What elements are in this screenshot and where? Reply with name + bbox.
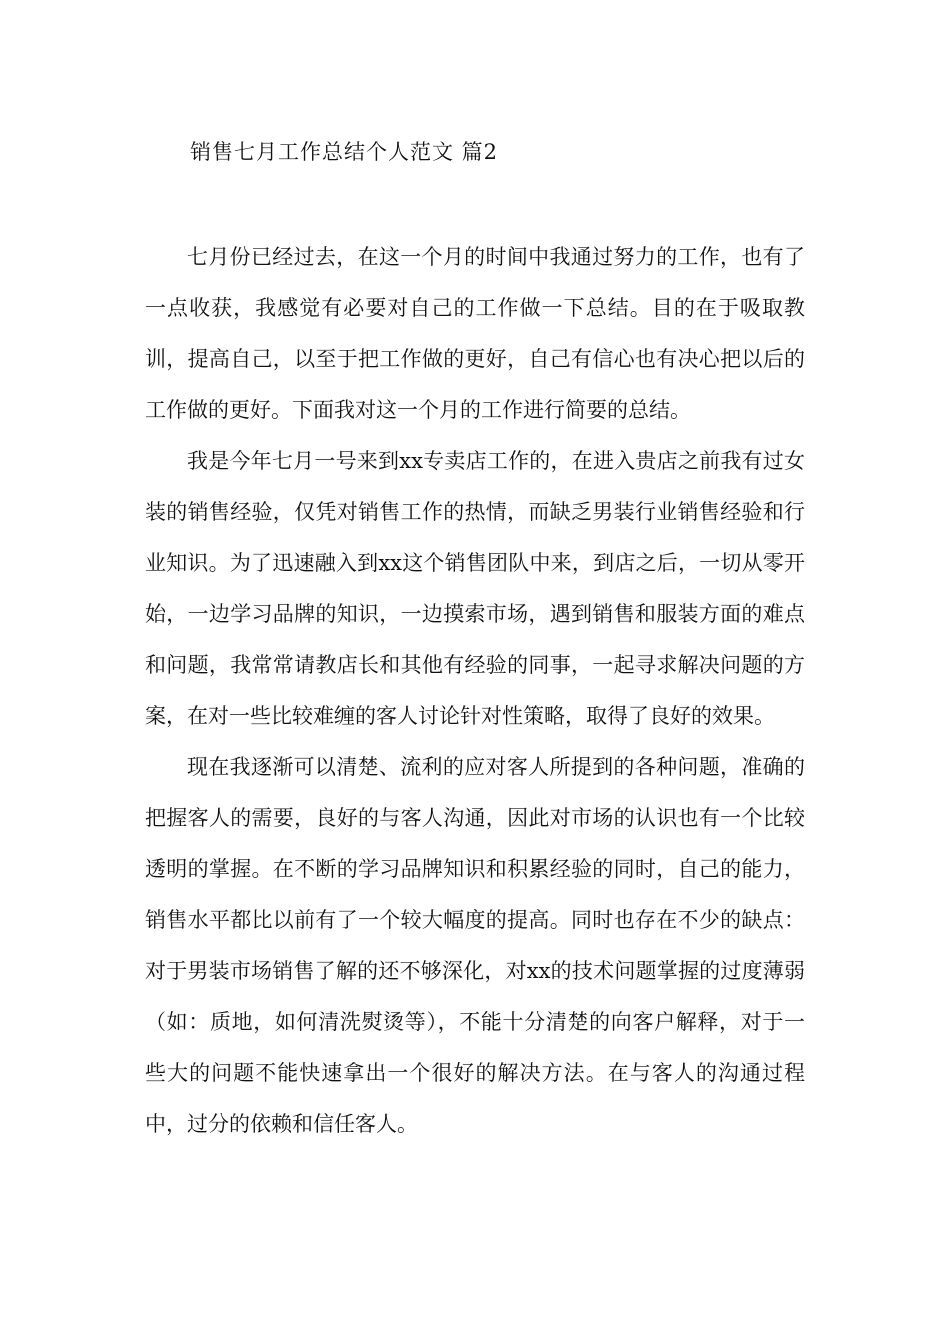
paragraph-2: 我是今年七月一号来到xx专卖店工作的，在进入贵店之前我有过女装的销售经验，仅凭对销售工作的热情，而缺乏男装行业销售经验和行业知识。为了迅速融入到xx这个销售团队中来，到店之后，一切从零开始，一边学习品牌的知识，一边摸索市场，遇到销售和服装方面的难点和问题，我常常请教店长和其他有经验的同事，一起寻求解决问题的方案，在对一些比较难缠的客人讨论针对性策略，取得了良好的效果。 bbox=[145, 449, 805, 728]
paragraph-1: 七月份已经过去，在这一个月的时间中我通过努力的工作，也有了一点收获，我感觉有必要对自己的工作做一下总结。目的在于吸取教训，提高自己，以至于把工作做的更好，自己有信心也有决心把以后的工作做的更好。下面我对这一个月的工作进行简要的总结。 bbox=[145, 245, 805, 422]
paragraph-3: 现在我逐渐可以清楚、流利的应对客人所提到的各种问题，准确的把握客人的需要，良好的与客人沟通，因此对市场的认识也有一个比较透明的掌握。在不断的学习品牌知识和积累经验的同时，自己的能力，销售水平都比以前有了一个较大幅度的提高。同时也存在不少的缺点：对于男装市场销售了解的还不够深化，对xx的技术问题掌握的过度薄弱（如：质地，如何清洗熨烫等），不能十分清楚的向客户解释，对于一些大的问题不能快速拿出一个很好的解决方法。在与客人的沟通过程中，过分的依赖和信任客人。 bbox=[145, 755, 805, 1136]
document-title: 销售七月工作总结个人范文 篇2 bbox=[190, 140, 499, 164]
document-body bbox=[145, 232, 805, 1150]
